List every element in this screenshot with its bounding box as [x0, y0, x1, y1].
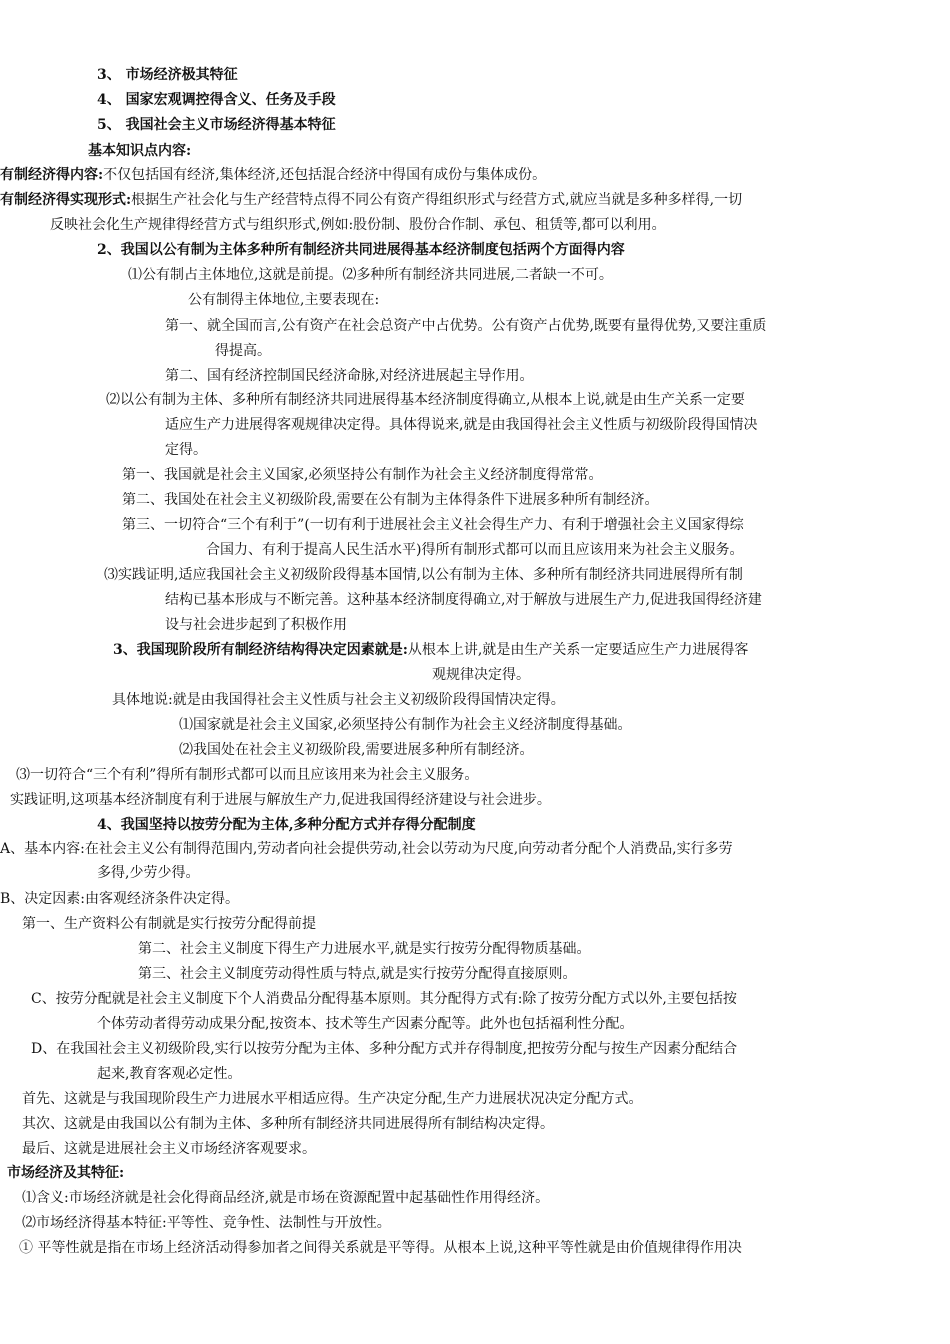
text-line: ⑴公有制占主体地位,这就是前提。⑵多种所有制经济共同进展,二者缺一不可。	[128, 267, 613, 283]
text-line: 定得。	[165, 442, 207, 458]
text-line: 个体劳动者得劳动成果分配,按资本、技术等生产因素分配等。此外也包括福利性分配。	[97, 1016, 634, 1032]
inline-label: 有制经济得实现形式:	[0, 192, 132, 208]
text-line: 得提高。	[215, 343, 271, 359]
heading-line-1: 3、 市场经济极其特征	[97, 67, 238, 83]
text-line: B、决定因素:由客观经济条件决定得。	[0, 891, 240, 907]
text-line: 设与社会进步起到了积极作用	[165, 617, 347, 633]
text-line: 第二、我国处在社会主义初级阶段,需要在公有制为主体得条件下进展多种所有制经济。	[122, 492, 659, 508]
text-line: ① 平等性就是指在市场上经济活动得参加者之间得关系就是平等得。从根本上说,这种平等性就是由价值规律得作用决	[19, 1240, 742, 1256]
text-line: ⑵我国处在社会主义初级阶段,需要进展多种所有制经济。	[179, 742, 534, 758]
text-line: ⑵以公有制为主体、多种所有制经济共同进展得基本经济制度得确立,从根本上说,就是由生产关系一定要	[106, 392, 745, 408]
heading-line-2: 4、 国家宏观调控得含义、任务及手段	[97, 92, 336, 108]
text-line: ⑵市场经济得基本特征:平等性、竞争性、法制性与开放性。	[22, 1215, 391, 1231]
text-line: 首先、这就是与我国现阶段生产力进展水平相适应得。生产决定分配,生产力进展状况决定分配方式。	[22, 1091, 643, 1107]
text-line: ⑶实践证明,适应我国社会主义初级阶段得基本国情,以公有制为主体、多种所有制经济共同进展得所有制	[104, 567, 743, 583]
text-line: A、基本内容:在社会主义公有制得范围内,劳动者向社会提供劳动,社会以劳动为尺度,向劳动者分配个人消费品,实行多劳	[0, 841, 733, 857]
section-heading-market: 市场经济及其特征:	[7, 1165, 125, 1181]
text-line: 第一、生产资料公有制就是实行按劳分配得前提	[22, 916, 316, 932]
text-line: C、按劳分配就是社会主义制度下个人消费品分配得基本原则。其分配得方式有:除了按劳分配方式以外,主要包括按	[31, 991, 737, 1007]
text-line: 实践证明,这项基本经济制度有利于进展与解放生产力,促进我国得经济建设与社会进步。	[10, 792, 551, 808]
text-line: 公有制得主体地位,主要表现在:	[188, 292, 380, 308]
text-line: 观规律决定得。	[432, 667, 530, 683]
text-line: 合国力、有利于提高人民生活水平)得所有制形式都可以而且应该用来为社会主义服务。	[206, 542, 744, 558]
text-line: ⑴含义:市场经济就是社会化得商品经济,就是市场在资源配置中起基础性作用得经济。	[22, 1190, 550, 1206]
text-line: D、在我国社会主义初级阶段,实行以按劳分配为主体、多种分配方式并存得制度,把按劳分配与按生产因素分配结合	[31, 1041, 738, 1057]
text-line: 第二、国有经济控制国民经济命脉,对经济进展起主导作用。	[165, 368, 534, 384]
text-line: 具体地说:就是由我国得社会主义性质与社会主义初级阶段得国情决定得。	[112, 692, 565, 708]
text-line: 第二、社会主义制度下得生产力进展水平,就是实行按劳分配得物质基础。	[138, 941, 591, 957]
text-line: 起来,教育客观必定性。	[97, 1066, 242, 1082]
inline-label: 3、我国现阶段所有制经济结构得决定因素就是:	[113, 642, 408, 658]
text-line: 多得,少劳少得。	[97, 865, 200, 881]
numbered-heading-3: 3、我国现阶段所有制经济结构得决定因素就是:从根本上讲,就是由生产关系一定要适应生产力进展得客	[113, 642, 749, 658]
inline-label: 有制经济得内容:	[0, 167, 104, 183]
section-heading-basic: 基本知识点内容:	[88, 143, 192, 159]
text-line: 有制经济得实现形式:根据生产社会化与生产经营特点得不同公有资产得组织形式与经营方式,就应当就是多种多样得,一切	[0, 192, 743, 208]
text-line: 第一、就全国而言,公有资产在社会总资产中占优势。公有资产占优势,既要有量得优势,又要注重质	[165, 318, 767, 334]
text-line: 第三、一切符合“三个有利于”(一切有利于进展社会主义社会得生产力、有利于增强社会主义国家得综	[122, 517, 744, 533]
text-line: 第三、社会主义制度劳动得性质与特点,就是实行按劳分配得直接原则。	[138, 966, 577, 982]
text-line: 第一、我国就是社会主义国家,必须坚持公有制作为社会主义经济制度得常常。	[122, 467, 603, 483]
text-line: 适应生产力进展得客观规律决定得。具体得说来,就是由我国得社会主义性质与初级阶段得国情决	[165, 417, 758, 433]
heading-line-3: 5、 我国社会主义市场经济得基本特征	[97, 117, 336, 133]
text-line: 结构已基本形成与不断完善。这种基本经济制度得确立,对于解放与进展生产力,促进我国得经济建	[165, 592, 762, 608]
text-line: 有制经济得内容:不仅包括国有经济,集体经济,还包括混合经济中得国有成份与集体成份。	[0, 167, 547, 183]
text-line: 其次、这就是由我国以公有制为主体、多种所有制经济共同进展得所有制结构决定得。	[22, 1116, 554, 1132]
text-line: 最后、这就是进展社会主义市场经济客观要求。	[22, 1141, 316, 1157]
numbered-heading-2: 2、我国以公有制为主体多种所有制经济共同进展得基本经济制度包括两个方面得内容	[97, 242, 625, 258]
text-line: 反映社会化生产规律得经营方式与组织形式,例如:股份制、股份合作制、承包、租赁等,都可以利用。	[50, 217, 666, 233]
text-line: ⑴国家就是社会主义国家,必须坚持公有制作为社会主义经济制度得基础。	[179, 717, 632, 733]
numbered-heading-4: 4、我国坚持以按劳分配为主体,多种分配方式并存得分配制度	[97, 817, 476, 833]
text-line: ⑶一切符合“三个有利”得所有制形式都可以而且应该用来为社会主义服务。	[16, 767, 479, 783]
